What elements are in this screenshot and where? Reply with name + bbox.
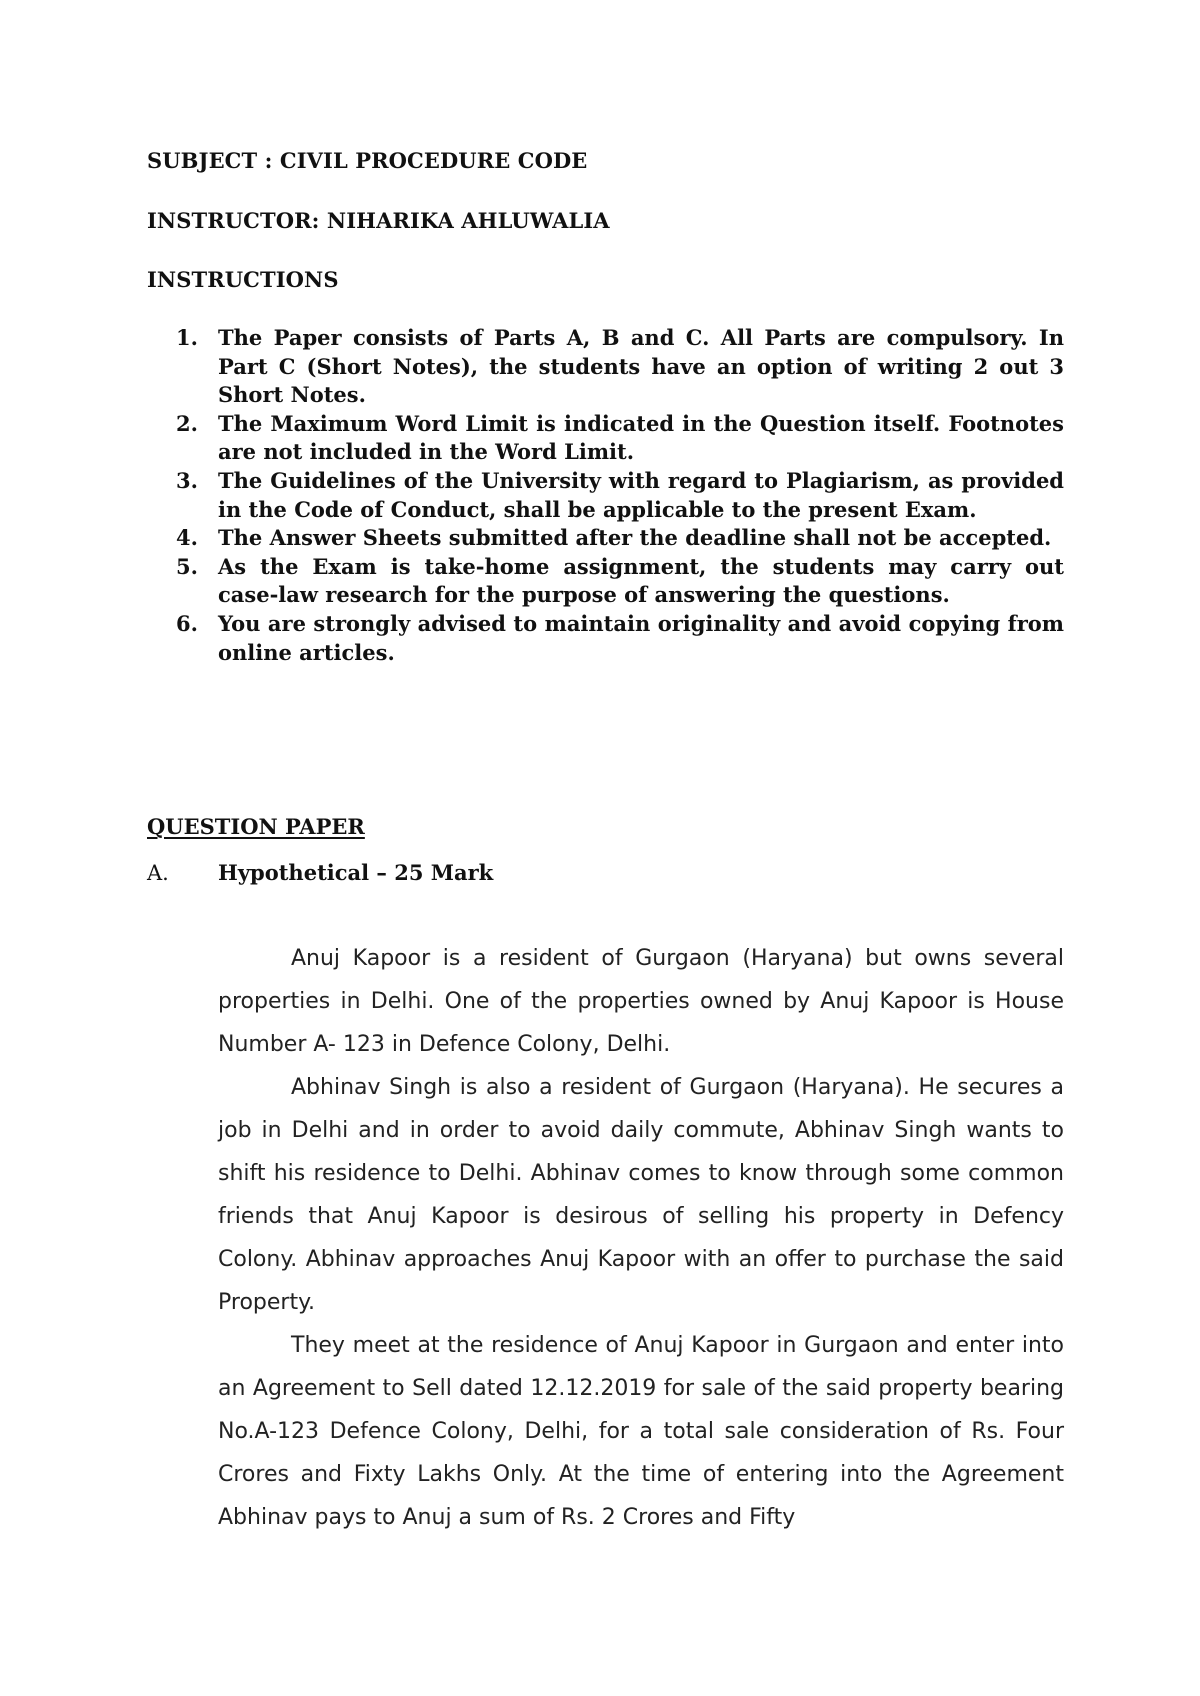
instruction-item	[176, 524, 1064, 553]
paragraph: Abhinav Singh is also a resident of Gurgaon (Haryana). He secures a job in Delhi and in order to avoid daily commute, Abhinav Singh wants to shift his residence to Delhi. Abhinav comes to know through some common friends that Anuj Kapoor is desirous of selling his property in Defency Colony. Abhinav approaches Anuj Kapoor with an offer to purchase the said Property.	[218, 1075, 1064, 1315]
instruction-number: 2.	[176, 410, 198, 436]
instruction-text: The Paper consists of Parts A, B and C. All Parts are compulsory. In Part C (Short Notes), the students have an option of writing 2 out 3 Short Notes.	[218, 325, 1064, 408]
part-a-letter: A.	[147, 861, 169, 885]
part-a-heading: Hypothetical – 25 Mark	[218, 860, 494, 885]
instruction-number: 3.	[176, 467, 198, 493]
instruction-item	[176, 324, 1064, 410]
instructor-line: INSTRUCTOR: NIHARIKA AHLUWALIA	[147, 208, 610, 233]
paragraph: They meet at the residence of Anuj Kapoor in Gurgaon and enter into an Agreement to Sell dated 12.12.2019 for sale of the said property bearing No.A-123 Defence Colony, Delhi, for a total sale consideration of Rs. Four Crores and Fixty Lakhs Only. At the time of entering into the Agreement Abhinav pays to Anuj a sum of Rs. 2 Crores and Fifty	[218, 1333, 1064, 1530]
subject-line: SUBJECT : CIVIL PROCEDURE CODE	[147, 148, 588, 173]
instruction-item	[176, 467, 1064, 524]
instructions-title: INSTRUCTIONS	[147, 267, 339, 292]
instruction-text: The Guidelines of the University with regard to Plagiarism, as provided in the Code of Conduct, shall be applicable to the present Exam.	[218, 467, 1064, 522]
instruction-text: As the Exam is take-home assignment, the students may carry out case-law research for the purpose of answering the questions.	[218, 553, 1064, 608]
instruction-number: 1.	[176, 325, 198, 350]
question-paper-title: QUESTION PAPER	[147, 814, 365, 839]
instruction-number: 6.	[176, 610, 198, 636]
instruction-item	[176, 410, 1064, 467]
paragraph: Anuj Kapoor is a resident of Gurgaon (Haryana) but owns several properties in Delhi. One of the properties owned by Anuj Kapoor is House Number A- 123 in Defence Colony, Delhi.	[218, 946, 1064, 1057]
instruction-text: The Answer Sheets submitted after the deadline shall not be accepted.	[218, 525, 1052, 551]
instruction-number: 4.	[176, 525, 198, 551]
instruction-item	[176, 610, 1064, 667]
instruction-number: 5.	[176, 553, 198, 579]
instructions-list	[176, 324, 1064, 667]
part-a-body	[218, 937, 1064, 1539]
instruction-item	[176, 553, 1064, 610]
part-a-heading-row	[147, 860, 493, 885]
instruction-text: The Maximum Word Limit is indicated in the Question itself. Footnotes are not included in the Word Limit.	[218, 410, 1064, 465]
instruction-text: You are strongly advised to maintain originality and avoid copying from online articles.	[218, 610, 1064, 665]
